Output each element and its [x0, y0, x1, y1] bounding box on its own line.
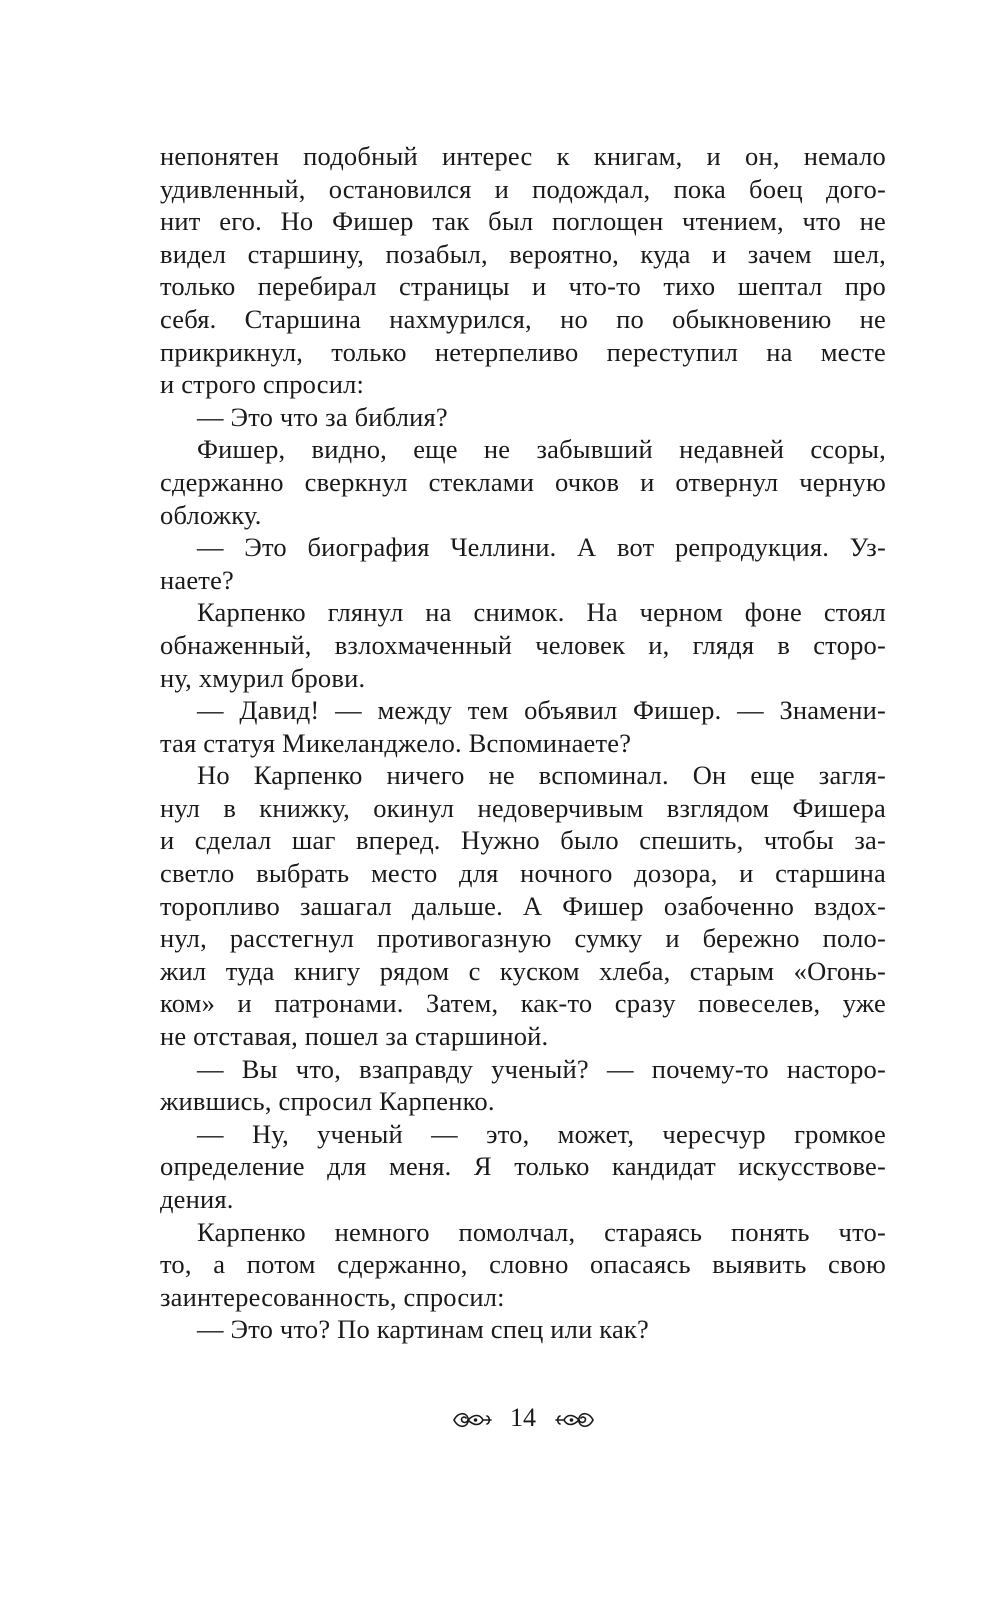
text-line: удивленный, остановился и подождал, пока боец дого- [160, 173, 886, 204]
text-line: заинтересованность, спросил: [160, 1281, 505, 1312]
book-page [160, 140, 886, 1600]
text-line: видел старшину, позабыл, вероятно, куда и зачем шел, [160, 238, 886, 269]
page-number: 14 [510, 1403, 536, 1433]
text-line: то, а потом сдержанно, словно опасаясь выявить свою [160, 1249, 886, 1280]
text-line: сдержанно сверкнул стеклами очков и отвернул черную [160, 466, 886, 497]
text-line: и сделал шаг вперед. Нужно было спешить, чтобы за- [160, 825, 886, 856]
paragraph-first-line: Карпенко глянул на снимок. На черном фоне стоял [197, 597, 886, 628]
text-line: и строго спросил: [160, 369, 365, 400]
text-line: обнаженный, взлохмаченный человек и, глядя в сторо- [160, 629, 886, 660]
text-line: только перебирал страницы и что-то тихо шептал про [160, 271, 886, 302]
text-line: дения. [160, 1184, 234, 1214]
body-text [160, 140, 886, 1346]
text-line: непонятен подобный интерес к книгам, и он, немало [160, 141, 886, 171]
decorative-flourish-icon [450, 1407, 494, 1429]
text-line: жил туда книгу рядом с куском хлеба, старым «Огонь- [160, 955, 886, 986]
dialogue-line: — Это что за библия? [197, 401, 448, 432]
text-line: торопливо зашагал дальше. А Фишер озабоченно вздох- [160, 890, 886, 921]
text-line: прикрикнул, только нетерпеливо переступил на месте [160, 336, 886, 367]
paragraph-first-line: Карпенко немного помолчал, стараясь понять что- [197, 1216, 886, 1247]
dialogue-line: — Ну, ученый — это, может, чересчур громкое [197, 1118, 886, 1149]
text-line: светло выбрать место для ночного дозора, и старшина [160, 858, 886, 889]
text-line: нит его. Но Фишер так был поглощен чтением, что не [160, 206, 886, 237]
text-line: тая статуя Микеланджело. Вспоминаете? [160, 727, 632, 758]
text-line: обложку. [160, 499, 262, 530]
dialogue-line: — Это что? По картинам спец или как? [197, 1314, 649, 1345]
text-line: ком» и патронами. Затем, как-то сразу повеселев, уже [160, 988, 886, 1019]
dialogue-line: — Это биография Челлини. А вот репродукция. Уз- [197, 532, 886, 563]
text-line: не отставая, пошел за старшиной. [160, 1021, 549, 1052]
text-line: нул в книжку, окинул недоверчивым взглядом Фишера [160, 792, 886, 823]
page-footer [160, 1400, 886, 1434]
text-line: себя. Старшина нахмурился, но по обыкновению не [160, 303, 886, 334]
text-line: жившись, спросил Карпенко. [160, 1086, 495, 1117]
decorative-flourish-icon [553, 1407, 597, 1429]
text-line: наете? [160, 564, 235, 595]
text-line: нул, расстегнул противогазную сумку и бережно поло- [160, 923, 886, 954]
dialogue-line: — Вы что, взаправду ученый? — почему-то насторо- [197, 1053, 886, 1084]
paragraph-first-line: Но Карпенко ничего не вспоминал. Он еще загля- [197, 760, 886, 791]
paragraph-first-line: Фишер, видно, еще не забывший недавней ссоры, [197, 434, 886, 465]
dialogue-line: — Давид! — между тем объявил Фишер. — Знамени- [197, 695, 886, 726]
text-line: ну, хмурил брови. [160, 662, 366, 693]
text-line: определение для меня. Я только кандидат искусствове- [160, 1151, 886, 1182]
